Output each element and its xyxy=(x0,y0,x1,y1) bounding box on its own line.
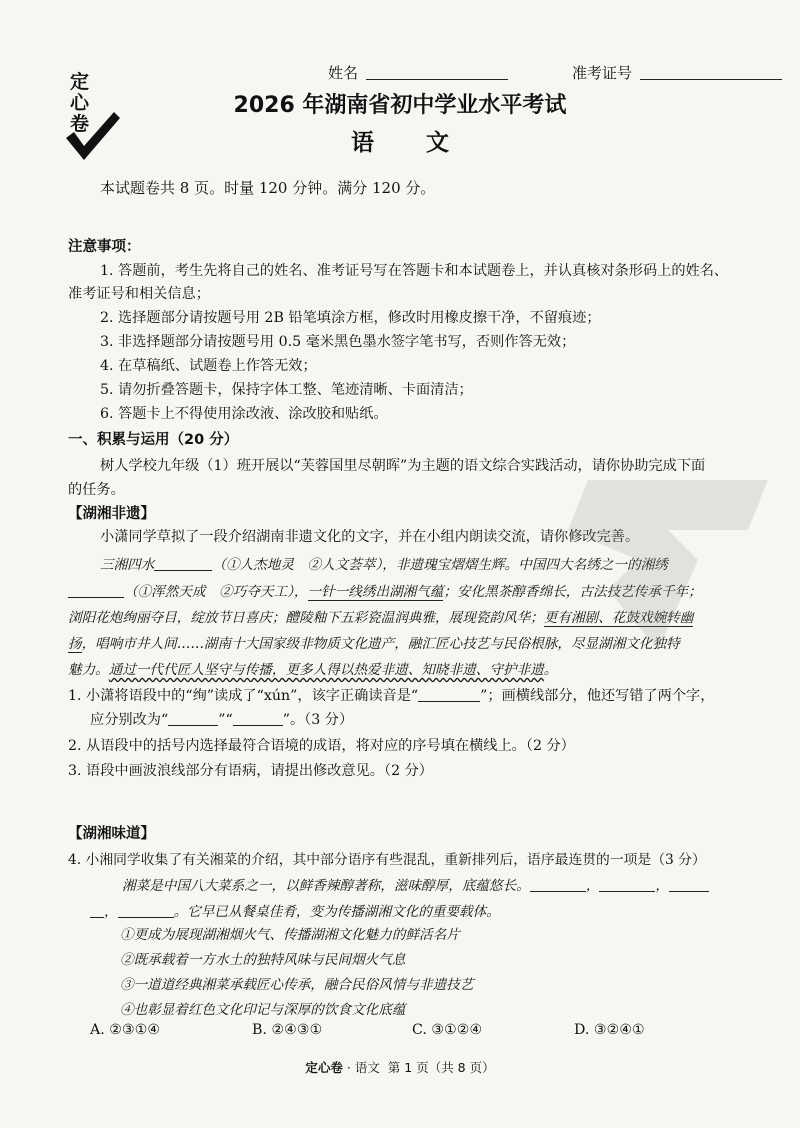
answer-blank[interactable] xyxy=(154,556,212,571)
section-intro: 树人学校九年级（1）班开展以“芙蓉国里尽朝晖”为主题的语文综合实践活动，请你协助完成下面 xyxy=(100,458,706,474)
question-1 xyxy=(68,685,714,705)
subject-title: 语 文 xyxy=(350,130,471,156)
punctuation: ， xyxy=(585,878,600,894)
notice-item: 准考证号和相关信息； xyxy=(68,286,210,302)
answer-blank[interactable] xyxy=(599,877,655,892)
passage-text: 湘菜是中国八大菜系之一，以鲜香辣醇著称，滋味醇厚，底蕴悠长。 xyxy=(122,878,530,894)
section-heading: 一、积累与运用（20 分） xyxy=(68,432,239,448)
answer-blank[interactable] xyxy=(118,903,174,918)
choice-b[interactable]: B. ②④③① xyxy=(252,1022,323,1038)
underlined-text: 更有湘剧、花鼓戏婉转幽 xyxy=(543,610,694,626)
question-4: 4. 小湘同学收集了有关湘菜的介绍，其中部分语序有些混乱，重新排列后，语序最连贯的一项是（3 分） xyxy=(68,852,706,868)
part-heading-cuisine: 【湖湘味道】 xyxy=(68,826,155,842)
notice-item: 3. 非选择题部分请按题号用 0.5 毫米黑色墨水签字笔书写，否则作答无效； xyxy=(100,334,576,350)
page-number: 第 1 页（共 8 页） xyxy=(387,1060,495,1075)
answer-blank[interactable] xyxy=(168,711,218,726)
footer-subject: 语文 xyxy=(354,1060,380,1075)
notice-heading: 注意事项： xyxy=(68,239,141,255)
name-blank[interactable] xyxy=(366,79,508,80)
answer-blank[interactable] xyxy=(68,583,124,598)
choice-a[interactable]: A. ②③①④ xyxy=(90,1022,161,1038)
question-text: ”“ xyxy=(218,712,233,728)
question-text: ”；画横线部分，他还写错了两个字， xyxy=(480,688,715,704)
sentence-option: ①更成为展现湖湘烟火气、传播湖湘文化魅力的鲜活名片 xyxy=(120,927,460,943)
answer-blank[interactable] xyxy=(530,877,586,892)
stamp-text: 定心卷 xyxy=(70,71,90,135)
passage-text: 。它早已从餐桌佳肴，变为传播湖湘文化的重要载体。 xyxy=(173,904,500,920)
passage-text: 浏阳花炮绚丽夺目，绽放节日喜庆；醴陵釉下五彩瓷温润典雅，展现瓷韵风华； xyxy=(68,610,544,626)
cuisine-passage-cont xyxy=(90,900,500,920)
question-text: 1. 小潇将语段中的“绚”读成了“xún”，该字正确读音是“ xyxy=(68,688,419,704)
answer-blank[interactable] xyxy=(233,711,283,726)
exam-intro: 本试题卷共 8 页。时量 120 分钟。满分 120 分。 xyxy=(100,179,436,197)
passage-text: 。 xyxy=(543,662,558,678)
choice-c[interactable]: C. ③①②④ xyxy=(412,1022,483,1038)
sentence-option: ③一道道经典湘菜承载匠心传承，融合民俗风情与非遗技艺 xyxy=(120,977,474,993)
notice-item: 4. 在草稿纸、试题卷上作答无效； xyxy=(100,358,317,374)
question-3: 3. 语段中画波浪线部分有语病，请提出修改意见。（2 分） xyxy=(68,763,433,779)
page-footer xyxy=(0,1058,800,1076)
notice-item: 5. 请勿折叠答题卡，保持字体工整、笔迹清晰、卡面清洁； xyxy=(100,382,473,398)
exam-id-blank[interactable] xyxy=(640,79,782,80)
name-label: 姓名 xyxy=(328,64,359,82)
part-lead: 小潇同学草拟了一段介绍湖南非遗文化的文字，并在小组内朗读交流，请你修改完善。 xyxy=(100,529,640,545)
underlined-text: 一针一线绣出湖湘气蕴 xyxy=(307,584,444,600)
part-heading-heritage: 【湖湘非遗】 xyxy=(68,506,155,522)
question-text: 应分别改为“ xyxy=(90,712,169,728)
sentence-option: ④也彰显着红色文化印记与深厚的饮食文化底蕴 xyxy=(120,1002,406,1018)
passage-text: 魅力。 xyxy=(68,662,109,678)
notice-item: 1. 答题前，考生先将自己的姓名、准考证号写在答题卡和本试题卷上，并认真核对条形码上的姓名、 xyxy=(100,263,729,279)
choice-d[interactable]: D. ③②④① xyxy=(574,1022,645,1038)
wavy-underlined-text: 通过一代代匠人坚守与传播，更多人得以热爱非遗、知晓非遗、守护非遗 xyxy=(108,662,544,678)
notice-item: 6. 答题卡上不得使用涂改液、涂改胶和贴纸。 xyxy=(100,406,388,422)
exam-id-label: 准考证号 xyxy=(572,64,633,82)
question-2: 2. 从语段中的括号内选择最符合语境的成语，将对应的序号填在横线上。（2 分） xyxy=(68,738,575,754)
candidate-info-row xyxy=(0,62,800,84)
bleed-through-mark xyxy=(548,470,778,660)
answer-blank[interactable] xyxy=(90,903,104,918)
cuisine-passage xyxy=(122,874,709,894)
sentence-option: ②既承载着一方水土的独特风味与民间烟火气息 xyxy=(120,952,406,968)
punctuation: ， xyxy=(104,904,118,920)
exam-title: 2026 年湖南省初中学业水平考试 xyxy=(233,93,567,118)
passage-text: （①浑然天成 ②巧夺天工）， xyxy=(124,584,308,600)
passage-text: ；安化黑茶醇香绵长，古法技艺传承千年； xyxy=(443,584,702,600)
answer-blank[interactable] xyxy=(669,877,709,892)
passage-text: ，唱响市井人间……湖南十大国家级非物质文化遗产，融汇匠心技艺与民俗根脉，尽显湖湘文化独特 xyxy=(81,636,680,652)
punctuation: ， xyxy=(655,878,669,894)
question-text: ”。（3 分） xyxy=(282,712,354,728)
passage-text: 三湘四水 xyxy=(100,557,155,573)
answer-blank[interactable] xyxy=(418,687,480,702)
footer-sep: · xyxy=(342,1060,355,1075)
passage-line xyxy=(68,658,557,678)
passage-text: （①人杰地灵 ②人文荟萃），非遗瑰宝熠熠生辉。中国四大名绣之一的湘绣 xyxy=(212,557,668,573)
section-intro-cont: 的任务。 xyxy=(68,482,125,498)
notice-item: 2. 选择题部分请按题号用 2B 铅笔填涂方框，修改时用橡皮擦干净，不留痕迹； xyxy=(100,310,601,326)
question-1-cont xyxy=(90,709,353,729)
footer-brand: 定心卷 xyxy=(305,1060,343,1075)
underlined-text: 扬 xyxy=(68,636,82,652)
